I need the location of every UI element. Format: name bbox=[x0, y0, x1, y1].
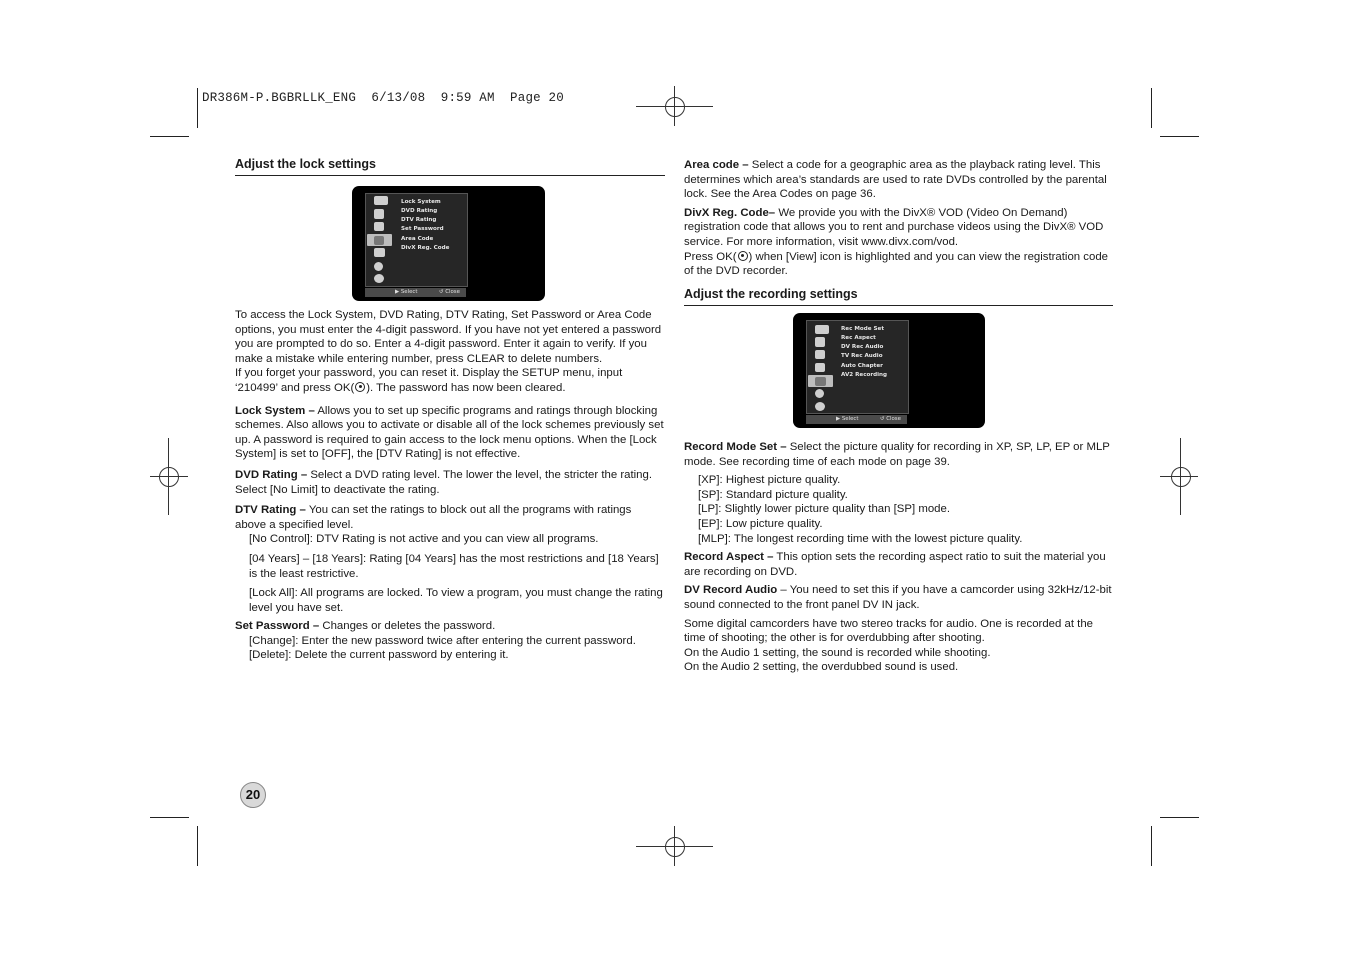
crop-mark-bottom-left-v bbox=[197, 826, 198, 866]
crop-mark-bottom-right-h bbox=[1160, 817, 1199, 818]
lock-settings-menu-screenshot bbox=[352, 186, 545, 301]
print-slug-line: DR386M-P.BGBRLLK_ENG 6/13/08 9:59 AM Page 20 bbox=[202, 91, 564, 105]
disc-icon bbox=[374, 262, 383, 271]
disc-icon bbox=[815, 389, 824, 398]
osd-item-dvd-rating: DVD Rating bbox=[401, 208, 438, 214]
others-icon bbox=[815, 402, 825, 411]
term-dvd-rating: DVD Rating – bbox=[235, 468, 308, 481]
osd-item-area-code: Area Code bbox=[401, 236, 434, 242]
osd-select-hint: ▶ Select bbox=[836, 416, 859, 422]
osd-bottom-bar bbox=[806, 415, 907, 424]
osd-item-dv-rec-audio: DV Rec Audio bbox=[841, 344, 884, 350]
section-heading-recording-settings: Adjust the recording settings bbox=[684, 287, 858, 301]
term-divx-reg-code: DivX Reg. Code– bbox=[684, 206, 776, 219]
recording-icon bbox=[374, 248, 385, 257]
divx-press-ok-paragraph: Press OK( ) when [View] icon is highlighted and you can view the registration code of the DVD recorder. bbox=[684, 250, 1108, 278]
term-record-aspect: Record Aspect – bbox=[684, 551, 774, 564]
heading-rule bbox=[235, 175, 665, 176]
setup-icon bbox=[815, 325, 829, 334]
crop-mark-top-left-h bbox=[150, 136, 189, 137]
right-column-upper-text bbox=[684, 158, 1116, 279]
dv-record-audio-paragraph: DV Record Audio – You need to set this if you have a camcorder using 32kHz/12-bit sound connected to the front panel DV IN jack. bbox=[684, 584, 1112, 611]
audio-icon bbox=[815, 350, 825, 359]
recording-icon bbox=[815, 377, 826, 386]
dv-audio-setting-2: On the Audio 2 setting, the overdubbed sound is used. bbox=[684, 661, 959, 674]
osd-select-hint: ▶ Select bbox=[395, 289, 418, 295]
crop-mark-bottom-right-v bbox=[1151, 826, 1152, 866]
dtv-option-lock-all: [Lock All]: All programs are locked. To view a program, you must change the rating level you have set. bbox=[249, 587, 663, 614]
setup-icon bbox=[374, 196, 388, 205]
dtv-option-no-control: [No Control]: DTV Rating is not active and you can view all programs. bbox=[249, 533, 599, 546]
divx-reg-code-paragraph: DivX Reg. Code– We provide you with the DivX® VOD (Video On Demand) registration code that allows you to rent and purchase videos using the DivX® VOD service. For more information, visit www.divx.com/vod. bbox=[684, 206, 1104, 248]
left-column-text bbox=[235, 308, 665, 663]
audio-icon bbox=[374, 222, 384, 231]
heading-rule bbox=[684, 305, 1113, 306]
area-code-paragraph: Area code – Select a code for a geographic area as the playback rating level. This determines which area’s standards are used to rate DVDs controlled by the parental lock. See the Area Codes on page 36. bbox=[684, 159, 1107, 201]
dv-audio-note: Some digital camcorders have two stereo tracks for audio. One is recorded at the time of shooting; the other is for overdubbing after shooting. bbox=[684, 617, 1093, 645]
language-icon bbox=[815, 337, 825, 347]
dtv-rating-paragraph: DTV Rating – You can set the ratings to block out all the programs with ratings above a specified level. bbox=[235, 504, 632, 531]
recording-settings-menu-screenshot bbox=[793, 313, 985, 428]
dtv-option-years: [04 Years] – [18 Years]: Rating [04 Years] has the most restrictions and [18 Years] is the least restrictive. bbox=[249, 552, 659, 580]
dv-audio-setting-1: On the Audio 1 setting, the sound is recorded while shooting. bbox=[684, 646, 991, 659]
mode-mlp: [MLP]: The longest recording time with the lowest picture quality. bbox=[698, 532, 1023, 545]
lock-icon bbox=[815, 363, 825, 372]
osd-item-rec-aspect: Rec Aspect bbox=[841, 335, 876, 341]
dvd-rating-paragraph: DVD Rating – Select a DVD rating level. The lower the level, the stricter the rating. Select [No Limit] to deactivate the rating. bbox=[235, 468, 652, 496]
mode-ep: [EP]: Low picture quality. bbox=[698, 517, 823, 530]
password-reset-paragraph: If you forget your password, you can reset it. Display the SETUP menu, input ‘210499’ and press OK( ). The password has now been cleared. bbox=[235, 367, 623, 394]
osd-item-tv-rec-audio: TV Rec Audio bbox=[841, 353, 883, 359]
osd-bottom-bar bbox=[365, 288, 466, 297]
mode-xp: [XP]: Highest picture quality. bbox=[698, 474, 841, 487]
mode-lp: [LP]: Slightly lower picture quality than [SP] mode. bbox=[698, 503, 950, 516]
ok-button-icon bbox=[738, 251, 748, 261]
crop-mark-top-left-v bbox=[197, 88, 198, 128]
osd-item-set-password: Set Password bbox=[401, 226, 444, 232]
term-dtv-rating: DTV Rating – bbox=[235, 504, 306, 517]
crop-mark-bottom-left-h bbox=[150, 817, 189, 818]
lock-intro-paragraph: To access the Lock System, DVD Rating, DTV Rating, Set Password or Area Code options, you must enter the 4-digit password. If you have not yet entered a password you are prompted to do so. Enter a 4-digit password. Enter it again to verify. If you make a mistake while entering number, press CLEAR to delete numbers. bbox=[235, 309, 662, 365]
lock-icon bbox=[374, 236, 384, 245]
osd-item-divx-reg-code: DivX Reg. Code bbox=[401, 245, 450, 251]
osd-close-hint: ↺ Close bbox=[439, 289, 460, 295]
set-password-paragraph: Set Password – Changes or deletes the password. bbox=[235, 620, 496, 633]
page-number-badge: 20 bbox=[240, 782, 266, 808]
osd-close-hint: ↺ Close bbox=[880, 416, 901, 422]
term-record-mode-set: Record Mode Set – bbox=[684, 441, 787, 453]
others-icon bbox=[374, 274, 384, 283]
record-mode-set-paragraph: Record Mode Set – Select the picture quality for recording in XP, SP, LP, EP or MLP mode. See recording time of each mode on page 39. bbox=[684, 441, 1110, 468]
right-column-lower-text bbox=[684, 440, 1116, 675]
osd-item-dtv-rating: DTV Rating bbox=[401, 217, 437, 223]
password-option-change: [Change]: Enter the new password twice after entering the current password. bbox=[249, 634, 636, 647]
osd-item-rec-mode-set: Rec Mode Set bbox=[841, 326, 885, 332]
language-icon bbox=[374, 209, 384, 219]
term-dv-record-audio: DV Record Audio bbox=[684, 584, 778, 597]
password-option-delete: [Delete]: Delete the current password by entering it. bbox=[249, 649, 509, 662]
osd-item-lock-system: Lock System bbox=[401, 199, 441, 205]
crop-mark-top-right-h bbox=[1160, 136, 1199, 137]
osd-item-av2-recording: AV2 Recording bbox=[841, 372, 888, 378]
lock-system-paragraph: Lock System – Allows you to set up specific programs and ratings through blocking schemes. Also allows you to activate or disable all of the lock schemes previously set up. A password is required to gain access to the lock menu options. When the [Lock System] is set to [OFF], the [DTV Rating] is not effective. bbox=[235, 404, 664, 461]
crop-mark-top-right-v bbox=[1151, 88, 1152, 128]
term-lock-system: Lock System – bbox=[235, 404, 315, 417]
record-aspect-paragraph: Record Aspect – This option sets the recording aspect ratio to suit the material you are recording on DVD. bbox=[684, 551, 1106, 578]
term-set-password: Set Password – bbox=[235, 620, 320, 633]
ok-button-icon bbox=[355, 382, 365, 392]
mode-sp: [SP]: Standard picture quality. bbox=[698, 488, 848, 501]
section-heading-lock-settings: Adjust the lock settings bbox=[235, 157, 376, 171]
term-area-code: Area code – bbox=[684, 159, 749, 171]
osd-item-auto-chapter: Auto Chapter bbox=[841, 363, 883, 369]
